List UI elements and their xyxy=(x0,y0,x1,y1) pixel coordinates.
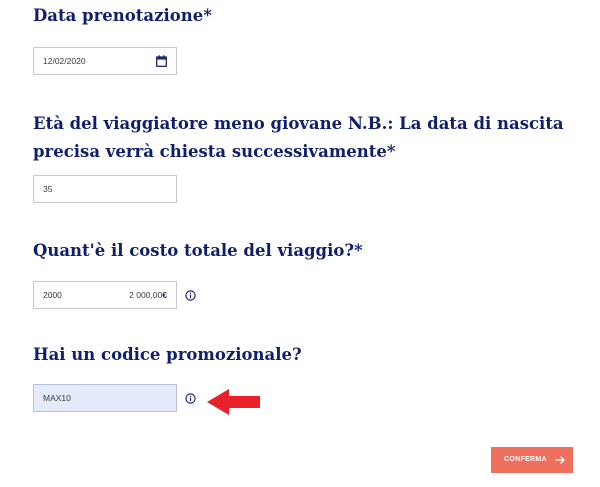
booking-date-field[interactable] xyxy=(33,47,177,75)
total-cost-value: 2000 xyxy=(43,290,62,300)
red-arrow-icon xyxy=(207,389,260,415)
confirm-button[interactable] xyxy=(491,447,573,473)
info-icon[interactable] xyxy=(185,290,196,301)
confirm-button-label: CONFERMA xyxy=(504,456,547,463)
youngest-age-field[interactable] xyxy=(33,175,177,203)
total-cost-amount: 2 000,00 xyxy=(129,290,163,300)
info-icon[interactable] xyxy=(185,393,196,404)
booking-date-label: Data prenotazione* xyxy=(33,6,212,25)
promo-code-label: Hai un codice promozionale? xyxy=(33,345,302,364)
promo-code-field[interactable] xyxy=(33,384,177,412)
youngest-age-label: Età del viaggiatore meno giovane N.B.: La data di nascita precisa verrà chiesta successivamente* xyxy=(33,114,564,161)
total-cost-formatted xyxy=(129,290,167,300)
promo-code-value: MAX10 xyxy=(43,393,71,403)
total-cost-field[interactable] xyxy=(33,281,177,309)
calendar-icon[interactable] xyxy=(156,55,167,67)
total-cost-label: Quant'è il costo totale del viaggio?* xyxy=(33,241,363,260)
arrow-right-icon xyxy=(555,455,565,465)
youngest-age-value: 35 xyxy=(43,184,53,194)
currency-symbol: € xyxy=(162,290,167,300)
booking-date-value: 12/02/2020 xyxy=(43,56,86,66)
